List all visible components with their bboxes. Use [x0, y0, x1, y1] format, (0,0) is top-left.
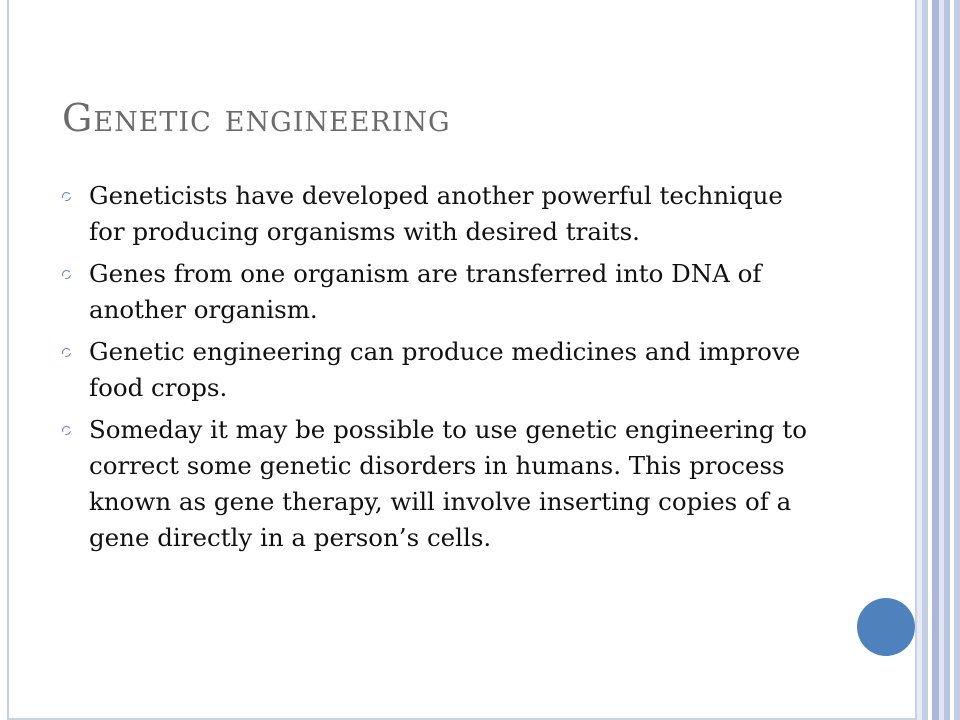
- bullet-item: [62, 412, 822, 556]
- bullet-text: Geneticists have developed another powerful technique for producing organisms with desired traits.: [89, 181, 783, 246]
- slide-title: Genetic engineering: [62, 96, 451, 140]
- bullet-text: Genes from one organism are transferred into DNA of another organism.: [89, 259, 762, 324]
- stripe: [954, 0, 960, 720]
- bullet-item: [62, 178, 822, 250]
- open-circle-bullet-icon: [62, 426, 71, 435]
- decorative-side-stripes: [917, 0, 960, 720]
- bullet-list: [62, 178, 822, 562]
- blue-circle-icon: [857, 598, 915, 656]
- open-circle-bullet-icon: [62, 270, 71, 279]
- bullet-text: Genetic engineering can produce medicines and improve food crops.: [89, 337, 801, 402]
- stripe: [932, 0, 939, 720]
- open-circle-bullet-icon: [62, 348, 71, 357]
- bullet-item: [62, 256, 822, 328]
- bullet-text: Someday it may be possible to use genetic engineering to correct some genetic disorders in humans. This process known as gene therapy, will involve inserting copies of a gene directly in a person’s cells.: [89, 415, 807, 552]
- open-circle-bullet-icon: [62, 192, 71, 201]
- bullet-item: [62, 334, 822, 406]
